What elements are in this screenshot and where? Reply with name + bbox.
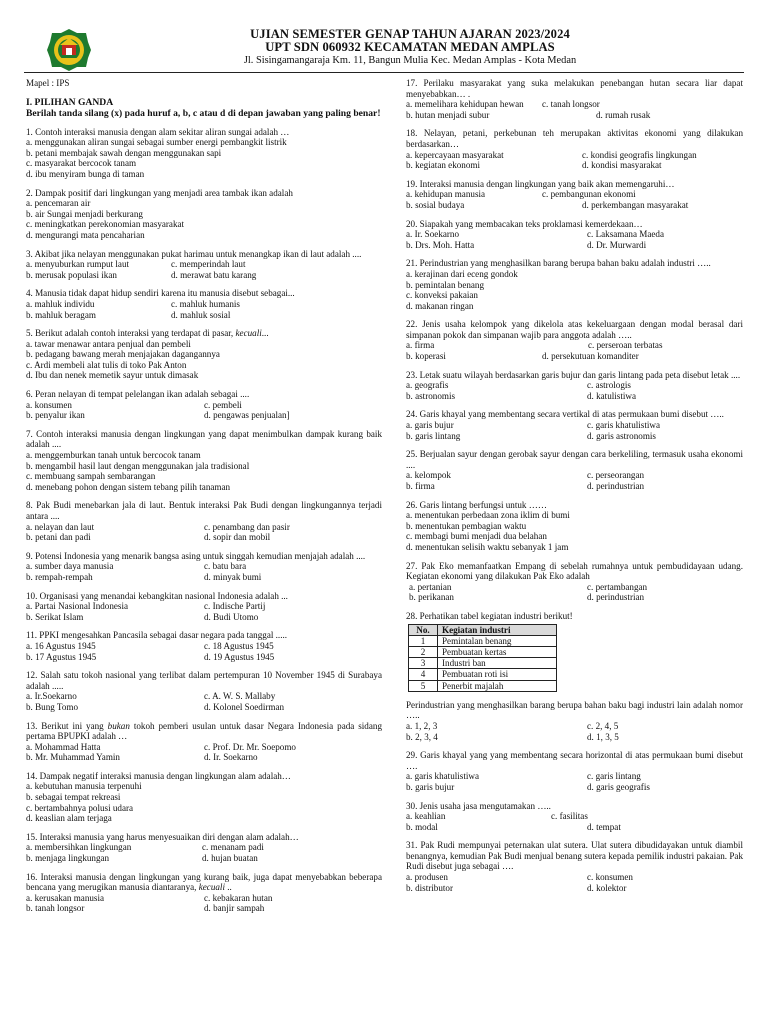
table-cell-no: 4 <box>409 669 438 680</box>
option-a: a. kelompok <box>406 470 451 481</box>
question-1 <box>26 127 382 180</box>
option-a: a. membersihkan lingkungan <box>26 842 132 853</box>
option-d: d. merawat batu karang <box>171 269 257 280</box>
option-b: b. garis lintang <box>406 430 461 441</box>
question-text-post: tokoh pemberi usulan untuk dasar Negara Indonesia pada sidang pertama BPUPKI adalah … <box>26 720 382 742</box>
option-c: c. konveksi pakaian <box>406 290 478 301</box>
question-27 <box>406 561 743 603</box>
question-text-dots: ... <box>261 328 269 339</box>
question-21 <box>406 258 743 311</box>
option-b: b. koperasi <box>406 351 446 362</box>
option-b: b. pemintalan benang <box>406 279 485 290</box>
question-text: 26. Garis lintang berfungsi untuk …… <box>406 499 547 510</box>
school-emblem-icon <box>46 27 92 73</box>
option-b: b. 17 Agustus 1945 <box>26 651 97 662</box>
option-a: a. pertanian <box>409 581 452 592</box>
question-text-bukan: bukan <box>107 720 130 731</box>
question-24 <box>406 409 743 441</box>
option-d: d. 19 Agustus 1945 <box>204 651 275 662</box>
option-c: c. menanam padi <box>202 842 264 853</box>
option-a: a. Ir.Soekarno <box>26 691 77 702</box>
option-a: a. menggunakan aliran sungai sebagai sumber energi pembangkit listrik <box>26 137 287 148</box>
option-a: a. produsen <box>406 872 448 883</box>
question-13 <box>26 721 382 763</box>
table-cell-kegiatan: Pemintalan benang <box>438 635 557 646</box>
question-text-dots: .. <box>227 882 232 893</box>
table-cell-no: 2 <box>409 646 438 657</box>
option-d: d. minyak bumi <box>204 571 262 582</box>
instruction: Berilah tanda silang (x) pada huruf a, b, c atau d di depan jawaban yang paling benar! <box>26 107 381 119</box>
question-30 <box>406 801 743 833</box>
question-text-kecuali: kecuali <box>235 328 262 339</box>
question-text: 28. Perhatikan tabel kegiatan industri berikut! <box>406 610 573 621</box>
question-text: 2. Dampak positif dari lingkungan yang menjadi area tambak ikan adalah <box>26 187 293 198</box>
question-text: 15. Interaksi manusia yang harus menyesuaikan diri dengan alam adalah… <box>26 831 299 842</box>
option-a: a. menggemburkan tanah untuk bercocok tanam <box>26 450 201 461</box>
option-a: a. nelayan dan laut <box>26 521 95 532</box>
question-text: 11. PPKI mengesahkan Pancasila sebagai dasar negara pada tanggal ..... <box>26 630 288 641</box>
question-20 <box>406 219 743 251</box>
option-a: a. Mohammad Hatta <box>26 741 101 752</box>
option-b: b. merusak populasi ikan <box>26 269 117 280</box>
table-cell-kegiatan: Pembuatan roti isi <box>438 669 557 680</box>
option-a: a. geografis <box>406 380 449 391</box>
option-b: b. sebagai tempat rekreasi <box>26 792 121 803</box>
option-d: d. keaslian alam terjaga <box>26 813 112 824</box>
option-c: c. masyarakat bercocok tanam <box>26 158 137 169</box>
option-d: d. kolektor <box>587 882 627 893</box>
option-b: b. rempah-rempah <box>26 571 93 582</box>
question-10 <box>26 591 382 623</box>
option-a: a. Ir. Soekarno <box>406 229 460 240</box>
question-4 <box>26 288 382 320</box>
option-b: b. kegiatan ekonomi <box>406 160 480 171</box>
question-text: 22. Jenis usaha kelompok yang dikelola atas kekeluargaan dengan modal berasal dari simpanan pokok dan simpanan wajib para anggota adalah ….. <box>406 319 743 340</box>
question-8 <box>26 500 382 542</box>
table-row <box>409 635 557 646</box>
option-d: d. pengawas penjualan] <box>204 410 290 421</box>
option-a: a. kerajinan dari eceng gondok <box>406 268 518 279</box>
option-d: d. garis geografis <box>587 781 650 792</box>
option-d: d. Kolonel Soedirman <box>204 701 285 712</box>
option-c: c. fasilitas <box>551 811 588 822</box>
question-3 <box>26 249 382 281</box>
question-text: 23. Letak suatu wilayah berdasarkan garis bujur dan garis lintang pada peta disebut letak .... <box>406 369 741 380</box>
option-b: b. garis bujur <box>406 781 455 792</box>
option-b: b. astronomis <box>406 390 456 401</box>
question-text: 21. Perindustrian yang menghasilkan barang berupa bahan baku adalah industri ….. <box>406 258 711 269</box>
option-c: c. meningkatkan perekonomian masyarakat <box>26 219 185 230</box>
option-c: c. bertambahnya polusi udara <box>26 802 134 813</box>
option-a: a. garis bujur <box>406 420 454 431</box>
table-row <box>409 669 557 680</box>
exam-header <box>0 22 768 72</box>
question-text <box>26 721 382 742</box>
option-a: a. 16 Agustus 1945 <box>26 640 96 651</box>
question-23 <box>406 370 743 402</box>
question-text: 18. Nelayan, petani, perkebunan teh merupakan aktivitas ekonomi yang dilakukan berdasarkan… <box>406 128 743 149</box>
question-18 <box>406 128 743 170</box>
subject-label: Mapel : IPS <box>26 78 70 88</box>
table-cell-kegiatan: Industri ban <box>438 658 557 669</box>
table-header-kegiatan: Kegiatan industri <box>438 624 557 635</box>
option-a: a. kepercayaan masyarakat <box>406 149 504 160</box>
question-22 <box>406 319 743 361</box>
option-b: b. 2, 3, 4 <box>406 731 438 742</box>
option-c: c. pertambangan <box>587 581 648 592</box>
question-text: 1. Contoh interaksi manusia dengan alam sekitar aliran sungai adalah … <box>26 126 290 137</box>
option-d: d. sopir dan mobil <box>204 532 271 543</box>
option-a: a. garis khatulistiwa <box>406 771 479 782</box>
question-6 <box>26 389 382 421</box>
left-column <box>26 78 382 922</box>
option-c: c. perseroan terbatas <box>588 340 663 351</box>
option-c: c. konsumen <box>587 872 633 883</box>
question-26 <box>406 500 743 553</box>
option-c: c. pembeli <box>204 399 242 410</box>
option-c: c. astrologis <box>587 380 631 391</box>
question-text-pre: 13. Berikut ini yang <box>26 720 104 731</box>
right-column <box>406 78 743 901</box>
option-b: b. tanah longsor <box>26 903 85 914</box>
question-text-kecuali: kecuali <box>198 882 225 893</box>
option-a: a. menyuburkan rumput laut <box>26 259 130 270</box>
option-b: b. hutan menjadi subur <box>406 109 490 120</box>
question-text: 3. Akibat jika nelayan menggunakan pukat harimau untuk menangkap ikan di laut adalah .... <box>26 248 362 259</box>
option-d: d. Dr. Murwardi <box>587 239 647 250</box>
option-d: d. garis astronomis <box>587 430 656 441</box>
question-text: 4. Manusia tidak dapat hidup sendiri karena itu manusia disebut sebagai... <box>26 288 295 299</box>
question-text: 17. Perilaku masyarakat yang suka melakukan penebangan hutan secara liar dapat menyebabkan… . <box>406 78 743 99</box>
option-b: b. modal <box>406 821 438 832</box>
option-a: a. menentukan perbedaan zona iklim di bumi <box>406 510 570 521</box>
question-text: 24. Garis khayal yang membentang secara vertikal di atas permukaan bumi disebut ….. <box>406 409 724 420</box>
option-b: b. mengambil hasil laut dengan menggunakan jala tradisional <box>26 460 250 471</box>
table-cell-kegiatan: Penerbit majalah <box>438 680 557 691</box>
option-d: d. Ibu dan nenek memetik sayur untuk dimasak <box>26 370 199 381</box>
option-b: b. Serikat Islam <box>26 611 84 622</box>
question-text: 10. Organisasi yang menandai kebangkitan nasional Indonesia adalah ... <box>26 590 288 601</box>
question-text: 19. Interaksi manusia dengan lingkungan yang baik akan memengaruhi… <box>406 178 675 189</box>
question-28 <box>406 611 743 742</box>
option-d: d. hujan buatan <box>202 853 258 864</box>
table-cell-no: 3 <box>409 658 438 669</box>
option-a: a. kebutuhan manusia terpenuhi <box>26 781 142 792</box>
option-d: d. mengurangi mata pencaharian <box>26 229 145 240</box>
option-c: c. Laksamana Maeda <box>587 229 665 240</box>
question-14 <box>26 771 382 824</box>
option-b: b. distributor <box>406 882 453 893</box>
question-text: 30. Jenis usaha jasa mengutamakan ….. <box>406 800 551 811</box>
option-b: b. Bung Tomo <box>26 701 78 712</box>
option-a: a. Partai Nasional Indonesia <box>26 601 129 612</box>
option-a: a. sumber daya manusia <box>26 561 114 572</box>
option-a: a. kerusakan manusia <box>26 892 105 903</box>
exam-title: UJIAN SEMESTER GENAP TAHUN AJARAN 2023/2024 <box>250 27 570 41</box>
option-d: d. 1, 3, 5 <box>587 731 619 742</box>
table-cell-kegiatan: Pembuatan kertas <box>438 646 557 657</box>
question-text: 6. Peran nelayan di tempat pelelangan ikan adalah sebagai .... <box>26 389 250 400</box>
option-d: d. banjir sampah <box>204 903 265 914</box>
question-9 <box>26 551 382 583</box>
question-15 <box>26 832 382 864</box>
question-25 <box>406 449 743 491</box>
option-c: c. 18 Agustus 1945 <box>204 640 274 651</box>
question-text-continued: Perindustrian yang menghasilkan barang berupa bahan baku bagi industri lain adalah nomor ….. <box>406 699 743 721</box>
option-c: c. Prof. Dr. Mr. Soepomo <box>204 741 296 752</box>
option-a: a. konsumen <box>26 399 72 410</box>
option-b: b. mahluk beragam <box>26 309 96 320</box>
question-17 <box>406 78 743 120</box>
option-d: d. kondisi masyarakat <box>582 160 662 171</box>
table-header-row <box>409 624 557 635</box>
option-c: c. Ardi membeli alat tulis di toko Pak Anton <box>26 359 187 370</box>
question-11 <box>26 630 382 662</box>
option-b: b. pedagang bawang merah menjajakan dagangannya <box>26 349 220 360</box>
option-d: d. perindustrian <box>587 592 645 603</box>
table-row <box>409 680 557 691</box>
option-d: d. perkembangan masyarakat <box>582 199 689 210</box>
option-c: c. membuang sampah sembarangan <box>26 471 156 482</box>
option-c: c. garis khatulistiwa <box>587 420 660 431</box>
industry-table <box>408 624 557 692</box>
option-a: a. 1, 2, 3 <box>406 720 438 731</box>
question-text <box>26 328 382 339</box>
question-text: 7. Contoh interaksi manusia dengan lingkungan yang dapat menimbulkan dampak kurang baik adalah .... <box>26 428 382 450</box>
school-name: UPT SDN 060932 KECAMATAN MEDAN AMPLAS <box>265 40 555 54</box>
question-text: 31. Pak Rudi mempunyai peternakan ulat sutera. Ulat sutera dibudidayakan untuk diambil benangnya, kemudian Pak Budi menjual benang sutera kepada pemilik industri pakaian. Pak Rudi disebut juga sebagai …. <box>406 840 743 872</box>
question-7 <box>26 429 382 493</box>
option-d: d. makanan ringan <box>406 300 474 311</box>
option-b: b. Drs. Moh. Hatta <box>406 239 475 250</box>
question-text: 9. Potensi Indonesia yang menarik bangsa asing untuk singgah kemudian menjajah adalah .... <box>26 550 366 561</box>
option-d: d. rumah rusak <box>596 109 651 120</box>
school-address: Jl. Sisingamangaraja Km. 11, Bangun Mulia Kec. Medan Amplas - Kota Medan <box>243 55 577 66</box>
option-c: c. penambang dan pasir <box>204 521 290 532</box>
option-a: a. pencemaran air <box>26 198 91 209</box>
option-b: b. firma <box>406 481 435 491</box>
option-a: a. firma <box>406 340 435 351</box>
option-b: b. petani dan padi <box>26 532 91 543</box>
option-b: b. penyalur ikan <box>26 410 85 421</box>
question-16 <box>26 872 382 914</box>
question-12 <box>26 670 382 712</box>
question-text: 14. Dampak negatif interaksi manusia dengan lingkungan alam adalah… <box>26 770 291 781</box>
option-d: d. katulistiwa <box>587 390 636 401</box>
option-d: d. persekutuan komanditer <box>542 351 639 362</box>
table-cell-no: 5 <box>409 680 438 691</box>
option-c: c. membagi bumi menjadi dua belahan <box>406 531 547 542</box>
option-d: d. tempat <box>587 821 621 832</box>
option-c: c. kondisi geografis lingkungan <box>582 149 697 160</box>
option-c: c. 2, 4, 5 <box>587 720 619 731</box>
question-text: 8. Pak Budi menebarkan jala di laut. Bentuk interaksi Pak Budi dengan lingkungannya terjadi antara .... <box>26 500 382 521</box>
question-2 <box>26 188 382 241</box>
option-d: d. Ir. Soekarno <box>204 752 258 763</box>
option-c: c. kebakaran hutan <box>204 892 273 903</box>
option-d: d. menebang pohon dengan sistem tebang pilih tanaman <box>26 481 231 492</box>
option-b: b. air Sungai menjadi berkurang <box>26 208 143 219</box>
table-cell-no: 1 <box>409 635 438 646</box>
option-c: c. A. W. S. Mallaby <box>204 691 276 702</box>
option-a: a. tawar menawar antara penjual dan pembeli <box>26 338 191 349</box>
option-b: b. menentukan pembagian waktu <box>406 520 527 531</box>
option-b: b. sosial budaya <box>406 199 465 210</box>
option-a: a. mahluk individu <box>26 298 95 309</box>
table-header-no: No. <box>409 624 438 635</box>
question-text: 29. Garis khayal yang yang membentang secara horizontal di atas permukaan bumi disebut …. <box>406 750 743 771</box>
option-d: d. perindustrian <box>587 481 645 491</box>
option-c: c. memperindah laut <box>171 259 246 270</box>
header-rule <box>24 72 744 73</box>
question-31 <box>406 840 743 893</box>
option-c: c. batu bara <box>204 561 247 572</box>
option-c: c. Indische Partij <box>204 601 266 612</box>
table-row <box>409 646 557 657</box>
question-text-main: 5. Berikut adalah contoh interaksi yang terdapat di pasar, <box>26 328 234 339</box>
option-c: c. perseorangan <box>587 470 645 481</box>
option-d: d. ibu menyiram bunga di taman <box>26 168 145 179</box>
option-b: b. Mr. Muhammad Yamin <box>26 752 120 763</box>
option-b: b. petani membajak sawah dengan menggunakan sapi <box>26 147 222 158</box>
question-text: 25. Berjualan sayur dengan gerobak sayur dengan cara berkeliling, termasuk usaha ekonomi .... <box>406 449 743 470</box>
question-text: 20. Siapakah yang membacakan teks proklamasi kemerdekaan… <box>406 218 643 229</box>
question-text: 12. Salah satu tokoh nasional yang terlibat dalam pertempuran 10 November 1945 di Surabaya adalah ..... <box>26 670 382 691</box>
option-c: c. pembangunan ekonomi <box>542 189 636 200</box>
question-29 <box>406 750 743 792</box>
option-d: d. mahluk sosial <box>171 309 231 320</box>
section-title: I. PILIHAN GANDA <box>26 96 114 108</box>
question-text-main: 16. Interaksi manusia dengan lingkungan yang kurang baik, juga dapat menyebabkan beberapa bencana yang merugikan manusia diantaranya, <box>26 871 382 893</box>
option-a: a. kehidupan manusia <box>406 189 486 200</box>
question-5 <box>26 328 382 381</box>
option-b: b. menjaga lingkungan <box>26 853 110 864</box>
table-row <box>409 658 557 669</box>
option-d: d. Budi Utomo <box>204 611 259 622</box>
option-c: c. tanah longsor <box>542 99 600 110</box>
option-d: d. menentukan selisih waktu sebanyak 1 jam <box>406 541 569 552</box>
option-b: b. perikanan <box>409 592 454 603</box>
option-a: a. keahlian <box>406 811 446 822</box>
option-c: c. mahluk humanis <box>171 298 240 309</box>
question-text: 27. Pak Eko memanfaatkan Empang di sebelah rumahnya untuk pembudidayaan udang. Kegiatan ekonomi yang dilakukan Pak Eko adalah <box>406 560 743 582</box>
option-c: c. garis lintang <box>587 771 641 782</box>
question-text <box>26 872 382 893</box>
option-a: a. memelihara kehidupan hewan <box>406 99 524 110</box>
question-19 <box>406 179 743 211</box>
